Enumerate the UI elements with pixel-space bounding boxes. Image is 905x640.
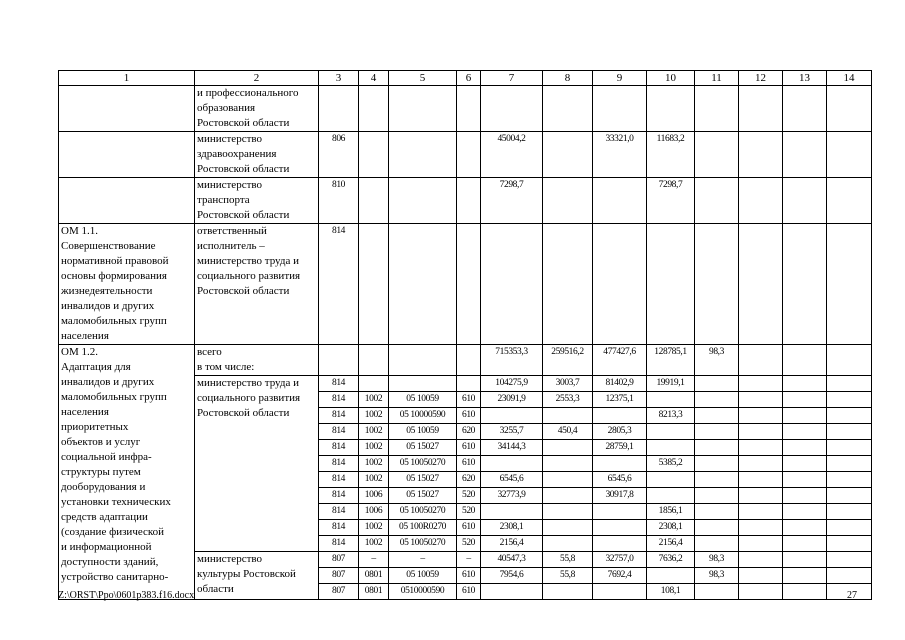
value-cell: 108,1 xyxy=(647,584,695,600)
value-cell xyxy=(593,536,647,552)
value-cell: 814 xyxy=(319,440,359,456)
value-cell xyxy=(593,456,647,472)
value-cell: 1002 xyxy=(359,440,389,456)
value-cell: 34144,3 xyxy=(481,440,543,456)
value-cell: 19919,1 xyxy=(647,376,695,392)
value-cell: 620 xyxy=(457,472,481,488)
value-cell: 1006 xyxy=(359,488,389,504)
executor-cell: и профессионального образования Ростовской области xyxy=(195,86,319,132)
value-cell: 05 15027 xyxy=(389,440,457,456)
document-path: Z:\ORST\Ppo\0601p383.f16.docx xyxy=(58,590,195,601)
header-cell: 4 xyxy=(359,71,389,86)
value-cell: 477427,6 xyxy=(593,345,647,376)
value-cell: 98,3 xyxy=(695,552,739,568)
value-cell: 7298,7 xyxy=(647,178,695,224)
header-cell: 9 xyxy=(593,71,647,86)
table-row xyxy=(59,345,872,376)
value-cell xyxy=(481,456,543,472)
value-cell: 807 xyxy=(319,568,359,584)
value-cell: 814 xyxy=(319,224,359,345)
value-cell: 6545,6 xyxy=(593,472,647,488)
value-cell: 3255,7 xyxy=(481,424,543,440)
value-cell xyxy=(647,488,695,504)
value-cell: 610 xyxy=(457,440,481,456)
header-cell: 3 xyxy=(319,71,359,86)
value-cell: 807 xyxy=(319,584,359,600)
value-cell xyxy=(593,584,647,600)
value-cell xyxy=(481,504,543,520)
value-cell: 1002 xyxy=(359,456,389,472)
value-cell: 05 15027 xyxy=(389,488,457,504)
value-cell: 30917,8 xyxy=(593,488,647,504)
value-cell: 55,8 xyxy=(543,552,593,568)
header-cell: 14 xyxy=(827,71,872,86)
value-cell: 806 xyxy=(319,132,359,178)
header-cell: 1 xyxy=(59,71,195,86)
value-cell: 0510000590 xyxy=(389,584,457,600)
budget-table xyxy=(58,70,872,600)
value-cell: 2308,1 xyxy=(481,520,543,536)
value-cell: – xyxy=(389,552,457,568)
value-cell xyxy=(593,504,647,520)
measure-title-cell: ОМ 1.2. Адаптация для инвалидов и других маломобильных групп населения приоритетных объектов и услуг социальной инфра- структуры путем дооборудования и установки технических средств адаптации (создание физической и информационной доступности зданий, устройство санитарно- xyxy=(59,345,195,600)
value-cell: 520 xyxy=(457,504,481,520)
value-cell: 2156,4 xyxy=(647,536,695,552)
value-cell: 11683,2 xyxy=(647,132,695,178)
header-cell: 7 xyxy=(481,71,543,86)
value-cell: 05 100R0270 xyxy=(389,520,457,536)
value-cell: 5385,2 xyxy=(647,456,695,472)
value-cell: 810 xyxy=(319,178,359,224)
total-label-cell: всего в том числе: xyxy=(195,345,319,376)
value-cell: 1002 xyxy=(359,408,389,424)
value-cell: 7954,6 xyxy=(481,568,543,584)
executor-cell: ответственный исполнитель – министерство труда и социального развития Ростовской области xyxy=(195,224,319,345)
value-cell: 12375,1 xyxy=(593,392,647,408)
value-cell: 8213,3 xyxy=(647,408,695,424)
value-cell: 259516,2 xyxy=(543,345,593,376)
value-cell xyxy=(543,408,593,424)
value-cell: 05 10050270 xyxy=(389,456,457,472)
value-cell: 7298,7 xyxy=(481,178,543,224)
value-cell: 81402,9 xyxy=(593,376,647,392)
value-cell: 814 xyxy=(319,408,359,424)
value-cell: 7692,4 xyxy=(593,568,647,584)
value-cell: 05 10000590 xyxy=(389,408,457,424)
value-cell: 1002 xyxy=(359,520,389,536)
value-cell: 814 xyxy=(319,472,359,488)
value-cell: 05 15027 xyxy=(389,472,457,488)
value-cell: 715353,3 xyxy=(481,345,543,376)
value-cell xyxy=(389,376,457,392)
value-cell: 610 xyxy=(457,408,481,424)
header-cell: 11 xyxy=(695,71,739,86)
header-cell: 10 xyxy=(647,71,695,86)
value-cell: 05 10050270 xyxy=(389,536,457,552)
value-cell: 814 xyxy=(319,456,359,472)
value-cell: 32773,9 xyxy=(481,488,543,504)
value-cell: 55,8 xyxy=(543,568,593,584)
value-cell: 610 xyxy=(457,520,481,536)
value-cell xyxy=(543,584,593,600)
header-cell: 8 xyxy=(543,71,593,86)
value-cell: 610 xyxy=(457,584,481,600)
value-cell: 1002 xyxy=(359,424,389,440)
value-cell: 450,4 xyxy=(543,424,593,440)
value-cell xyxy=(543,440,593,456)
value-cell: 610 xyxy=(457,456,481,472)
value-cell: 814 xyxy=(319,488,359,504)
value-cell xyxy=(593,520,647,536)
value-cell: 2805,3 xyxy=(593,424,647,440)
value-cell: 23091,9 xyxy=(481,392,543,408)
value-cell: 05 10059 xyxy=(389,424,457,440)
executor-cell: министерство здравоохранения Ростовской области xyxy=(195,132,319,178)
value-cell: 620 xyxy=(457,424,481,440)
value-cell: 7636,2 xyxy=(647,552,695,568)
value-cell: 807 xyxy=(319,552,359,568)
value-cell xyxy=(647,424,695,440)
value-cell: 40547,3 xyxy=(481,552,543,568)
value-cell: 104275,9 xyxy=(481,376,543,392)
value-cell: 0801 xyxy=(359,568,389,584)
value-cell: 6545,6 xyxy=(481,472,543,488)
value-cell: 2553,3 xyxy=(543,392,593,408)
value-cell: 814 xyxy=(319,504,359,520)
value-cell: 05 10059 xyxy=(389,568,457,584)
value-cell xyxy=(647,472,695,488)
value-cell: 814 xyxy=(319,520,359,536)
value-cell xyxy=(543,488,593,504)
value-cell xyxy=(359,376,389,392)
value-cell: 814 xyxy=(319,424,359,440)
value-cell: 1856,1 xyxy=(647,504,695,520)
value-cell xyxy=(647,568,695,584)
value-cell xyxy=(543,504,593,520)
value-cell: 520 xyxy=(457,536,481,552)
header-cell: 6 xyxy=(457,71,481,86)
value-cell xyxy=(481,584,543,600)
value-cell: 1002 xyxy=(359,392,389,408)
header-cell: 2 xyxy=(195,71,319,86)
value-cell: 128785,1 xyxy=(647,345,695,376)
executor-cell: министерство транспорта Ростовской области xyxy=(195,178,319,224)
value-cell: 0801 xyxy=(359,584,389,600)
value-cell: 98,3 xyxy=(695,568,739,584)
value-cell xyxy=(543,536,593,552)
value-cell: – xyxy=(359,552,389,568)
value-cell xyxy=(543,520,593,536)
table-row xyxy=(59,224,872,345)
header-cell: 5 xyxy=(389,71,457,86)
table-row xyxy=(59,178,872,224)
value-cell: 33321,0 xyxy=(593,132,647,178)
value-cell: 28759,1 xyxy=(593,440,647,456)
value-cell: 1002 xyxy=(359,536,389,552)
value-cell: 45004,2 xyxy=(481,132,543,178)
measure-title-cell: ОМ 1.1. Совершенствование нормативной правовой основы формирования жизнедеятельности инвалидов и других маломобильных групп населения xyxy=(59,224,195,345)
value-cell xyxy=(543,456,593,472)
value-cell: – xyxy=(457,552,481,568)
value-cell: 05 10059 xyxy=(389,392,457,408)
value-cell: 3003,7 xyxy=(543,376,593,392)
value-cell xyxy=(647,392,695,408)
value-cell: 2308,1 xyxy=(647,520,695,536)
header-row xyxy=(59,71,872,86)
table-row xyxy=(59,132,872,178)
value-cell: 610 xyxy=(457,392,481,408)
value-cell xyxy=(647,440,695,456)
value-cell xyxy=(593,408,647,424)
value-cell: 814 xyxy=(319,392,359,408)
value-cell: 814 xyxy=(319,536,359,552)
value-cell: 814 xyxy=(319,376,359,392)
value-cell xyxy=(481,408,543,424)
value-cell xyxy=(457,376,481,392)
value-cell xyxy=(695,584,739,600)
value-cell: 32757,0 xyxy=(593,552,647,568)
page-number: 27 xyxy=(847,590,857,601)
value-cell: 98,3 xyxy=(695,345,739,376)
value-cell: 520 xyxy=(457,488,481,504)
value-cell: 610 xyxy=(457,568,481,584)
executor-cell: министерство культуры Ростовской области xyxy=(195,552,319,600)
value-cell: 05 10050270 xyxy=(389,504,457,520)
value-cell: 1002 xyxy=(359,472,389,488)
header-cell: 13 xyxy=(783,71,827,86)
value-cell: 2156,4 xyxy=(481,536,543,552)
value-cell xyxy=(543,472,593,488)
table-row xyxy=(59,86,872,132)
executor-cell: министерство труда и социального развития Ростовской области xyxy=(195,376,319,552)
header-cell: 12 xyxy=(739,71,783,86)
value-cell: 1006 xyxy=(359,504,389,520)
